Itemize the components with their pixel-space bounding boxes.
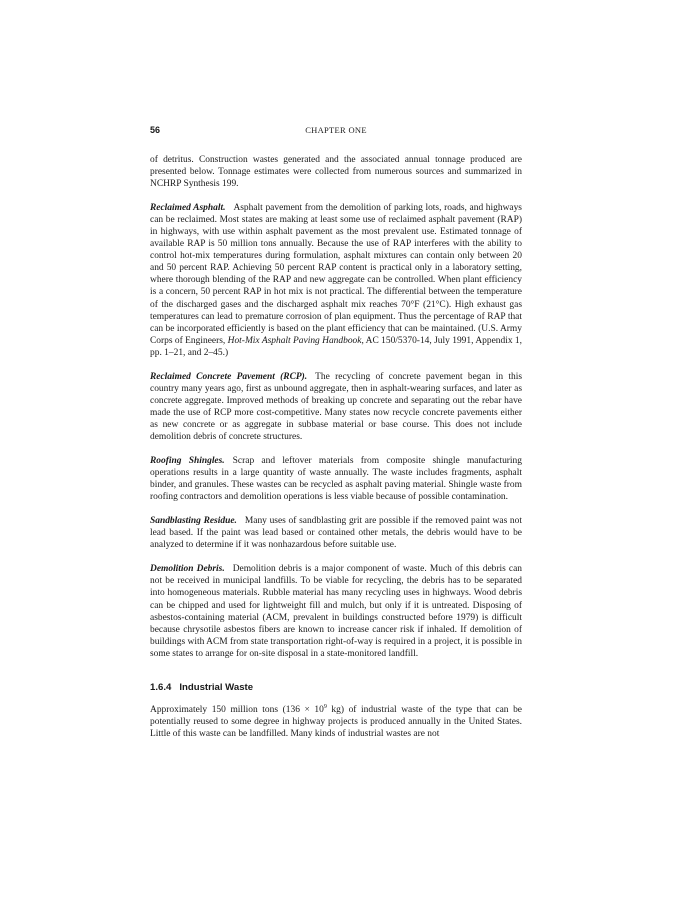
reclaimed-asphalt-text-2: , AC 150/5370-14, July 1991, Appendix 1, pp. 1–21, and 2–45.)	[150, 335, 522, 358]
roofing-paragraph	[150, 455, 522, 503]
page-number: 56	[150, 125, 161, 135]
document-page	[150, 124, 522, 752]
demolition-heading: Demolition Debris.	[150, 564, 225, 575]
industrial-waste-text-1: Approximately 150 million tons (136 × 10	[150, 704, 324, 715]
reclaimed-asphalt-heading: Reclaimed Asphalt.	[150, 203, 226, 214]
sandblasting-text: Many uses of sandblasting grit are possible if the removed paint was not lead based. If the paint was lead based or contained other metals, the debris would have to be analyzed to determine if it was nonhazardous before suitable use.	[150, 516, 522, 551]
roofing-heading: Roofing Shingles.	[150, 456, 225, 467]
rcp-paragraph	[150, 371, 522, 443]
reclaimed-asphalt-text-1: Asphalt pavement from the demolition of parking lots, roads, and highways can be reclaimed. Most states are making at least some use of reclaimed asphalt pavement (RAP) in highways, with use within asphalt pavement as the most prevalent use. Estimated tonnage of available RAP is 50 million tons annually. Because the use of RAP interferes with the ability to control hot-mix temperatures during formulation, asphalt mixtures can contain only between 20 and 50 percent RAP. Achieving 50 percent RAP content is practical only in a laboratory setting, where thorough blending of the RAP and new aggregate can be controlled. When plant efficiency is a concern, 50 percent RAP in hot mix is not practical. The differential between the temperature of the discharged gases and the discharged asphalt mix reaches 70°F (21°C). High exhaust gas temperatures can lead to premature corrosion of plan equipment. Thus the percentage of RAP that can be incorporated efficiently is based on the plant efficiency that can be maintained. (U.S. Army Corps of Engineers,	[150, 203, 522, 346]
intro-paragraph	[150, 154, 522, 190]
industrial-waste-paragraph	[150, 704, 522, 740]
intro-text: of detritus. Construction wastes generated and the associated annual tonnage produced are presented below. Tonnage estimates were collected from numerous sources and summarized in NCHRP Synthesis 199.	[150, 155, 522, 190]
roofing-text: Scrap and leftover materials from composite shingle manufacturing operations results in a large quantity of waste annually. The waste includes fragments, asphalt binder, and granules. These wastes can be recycled as asphalt paving material. Shingle waste from roofing contractors and demolition operations is less viable because of possible contamination.	[150, 456, 522, 503]
chapter-title: CHAPTER ONE	[305, 125, 367, 135]
sandblasting-heading: Sandblasting Residue.	[150, 516, 237, 527]
section-number: 1.6.4	[150, 681, 172, 693]
exponent: 9	[323, 703, 327, 710]
reclaimed-asphalt-paragraph	[150, 202, 522, 359]
industrial-waste-text-2: kg) of industrial waste of the type that can be potentially reused to some degree in highway projects is produced annually in the United States. Little of this waste can be landfilled. Many kinds of industrial wastes are not	[150, 704, 522, 739]
running-head	[150, 124, 522, 138]
sandblasting-paragraph	[150, 515, 522, 551]
rcp-heading: Reclaimed Concrete Pavement (RCP).	[150, 371, 308, 382]
section-title: Industrial Waste	[179, 681, 254, 693]
rcp-text: The recycling of concrete pavement began in this country many years ago, first as unbound aggregate, then in asphalt-wearing surfaces, and later as concrete aggregate. Improved methods of breaking up concrete and separating out the rebar have made the use of RCP more cost-competitive. Many states now recycle concrete pavements either as new concrete or as aggregate in subbase material or base course. This does not include demolition debris of concrete structures.	[150, 371, 522, 442]
demolition-text: Demolition debris is a major component of waste. Much of this debris can not be received in municipal landfills. To be viable for recycling, the debris has to be separated into homogeneous materials. Rubble material has many recycling uses in highways. Wood debris can be chipped and used for lightweight fill and mulch, but only if it is untreated. Disposing of asbestos-containing material (ACM, prevalent in buildings constructed before 1979) is difficult because chrysotile asbestos fibers are known to increase cancer risk if inhaled. If demolition of buildings with ACM from state transportation right-of-way is required in a project, it is possible in some states to arrange for on-site disposal in a state-monitored landfill.	[150, 564, 522, 659]
section-heading	[150, 682, 522, 694]
handbook-title: Hot-Mix Asphalt Paving Handbook	[227, 335, 362, 346]
demolition-paragraph	[150, 563, 522, 659]
